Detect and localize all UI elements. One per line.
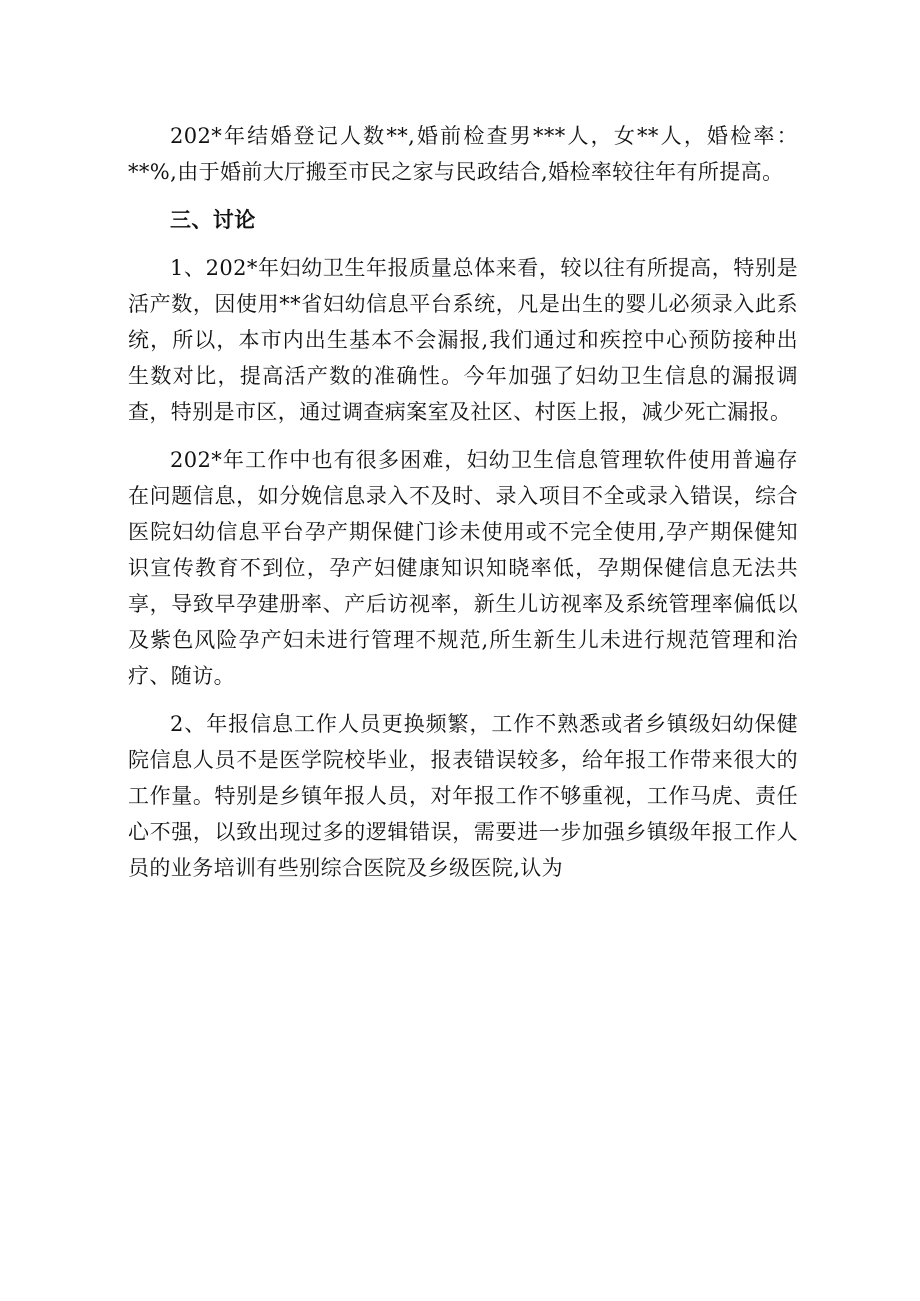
section-heading-discussion: 三、讨论: [170, 207, 256, 232]
paragraph-work-difficulties: 202*年工作中也有很多困难，妇幼卫生信息管理软件使用普遍存在问题信息，如分娩信息录入不及时、录入项目不全或录入错误，综合医院妇幼信息平台孕产期保健门诊未使用或不完全使用,孕产期保健知识宣传教育不到位，孕产妇健康知识知晓率低，孕期保健信息无法共享，导致早孕建册率、产后访视率，新生儿访视率及系统管理率偏低以及紫色风险孕产妇未进行管理不规范,所生新生儿未进行规范管理和治疗、随访。: [128, 448, 798, 688]
paragraph-staff-turnover: 2、年报信息工作人员更换频繁，工作不熟悉或者乡镇级妇幼保健院信息人员不是医学院校毕业，报表错误较多，给年报工作带来很大的工作量。特别是乡镇年报人员，对年报工作不够重视，工作马虎、责任心不强，以致出现过多的逻辑错误，需要进一步加强乡镇级年报工作人员的业务培训有些别综合医院及乡级医院,认为: [128, 712, 798, 880]
paragraph-report-quality: 1、202*年妇幼卫生年报质量总体来看，较以往有所提高，特别是活产数，因使用**省妇幼信息平台系统，凡是出生的婴儿必须录入此系统，所以，本市内出生基本不会漏报,我们通过和疾控中心预防接种出生数对比，提高活产数的准确性。今年加强了妇幼卫生信息的漏报调查，特别是市区，通过调查病案室及社区、村医上报，减少死亡漏报。: [128, 256, 798, 424]
paragraph-marriage-stats: 202*年结婚登记人数**,婚前检查男***人，女**人，婚检率：**%,由于婚前大厅搬至市民之家与民政结合,婚检率较往年有所提高。: [128, 124, 798, 184]
document-body: [128, 118, 798, 886]
